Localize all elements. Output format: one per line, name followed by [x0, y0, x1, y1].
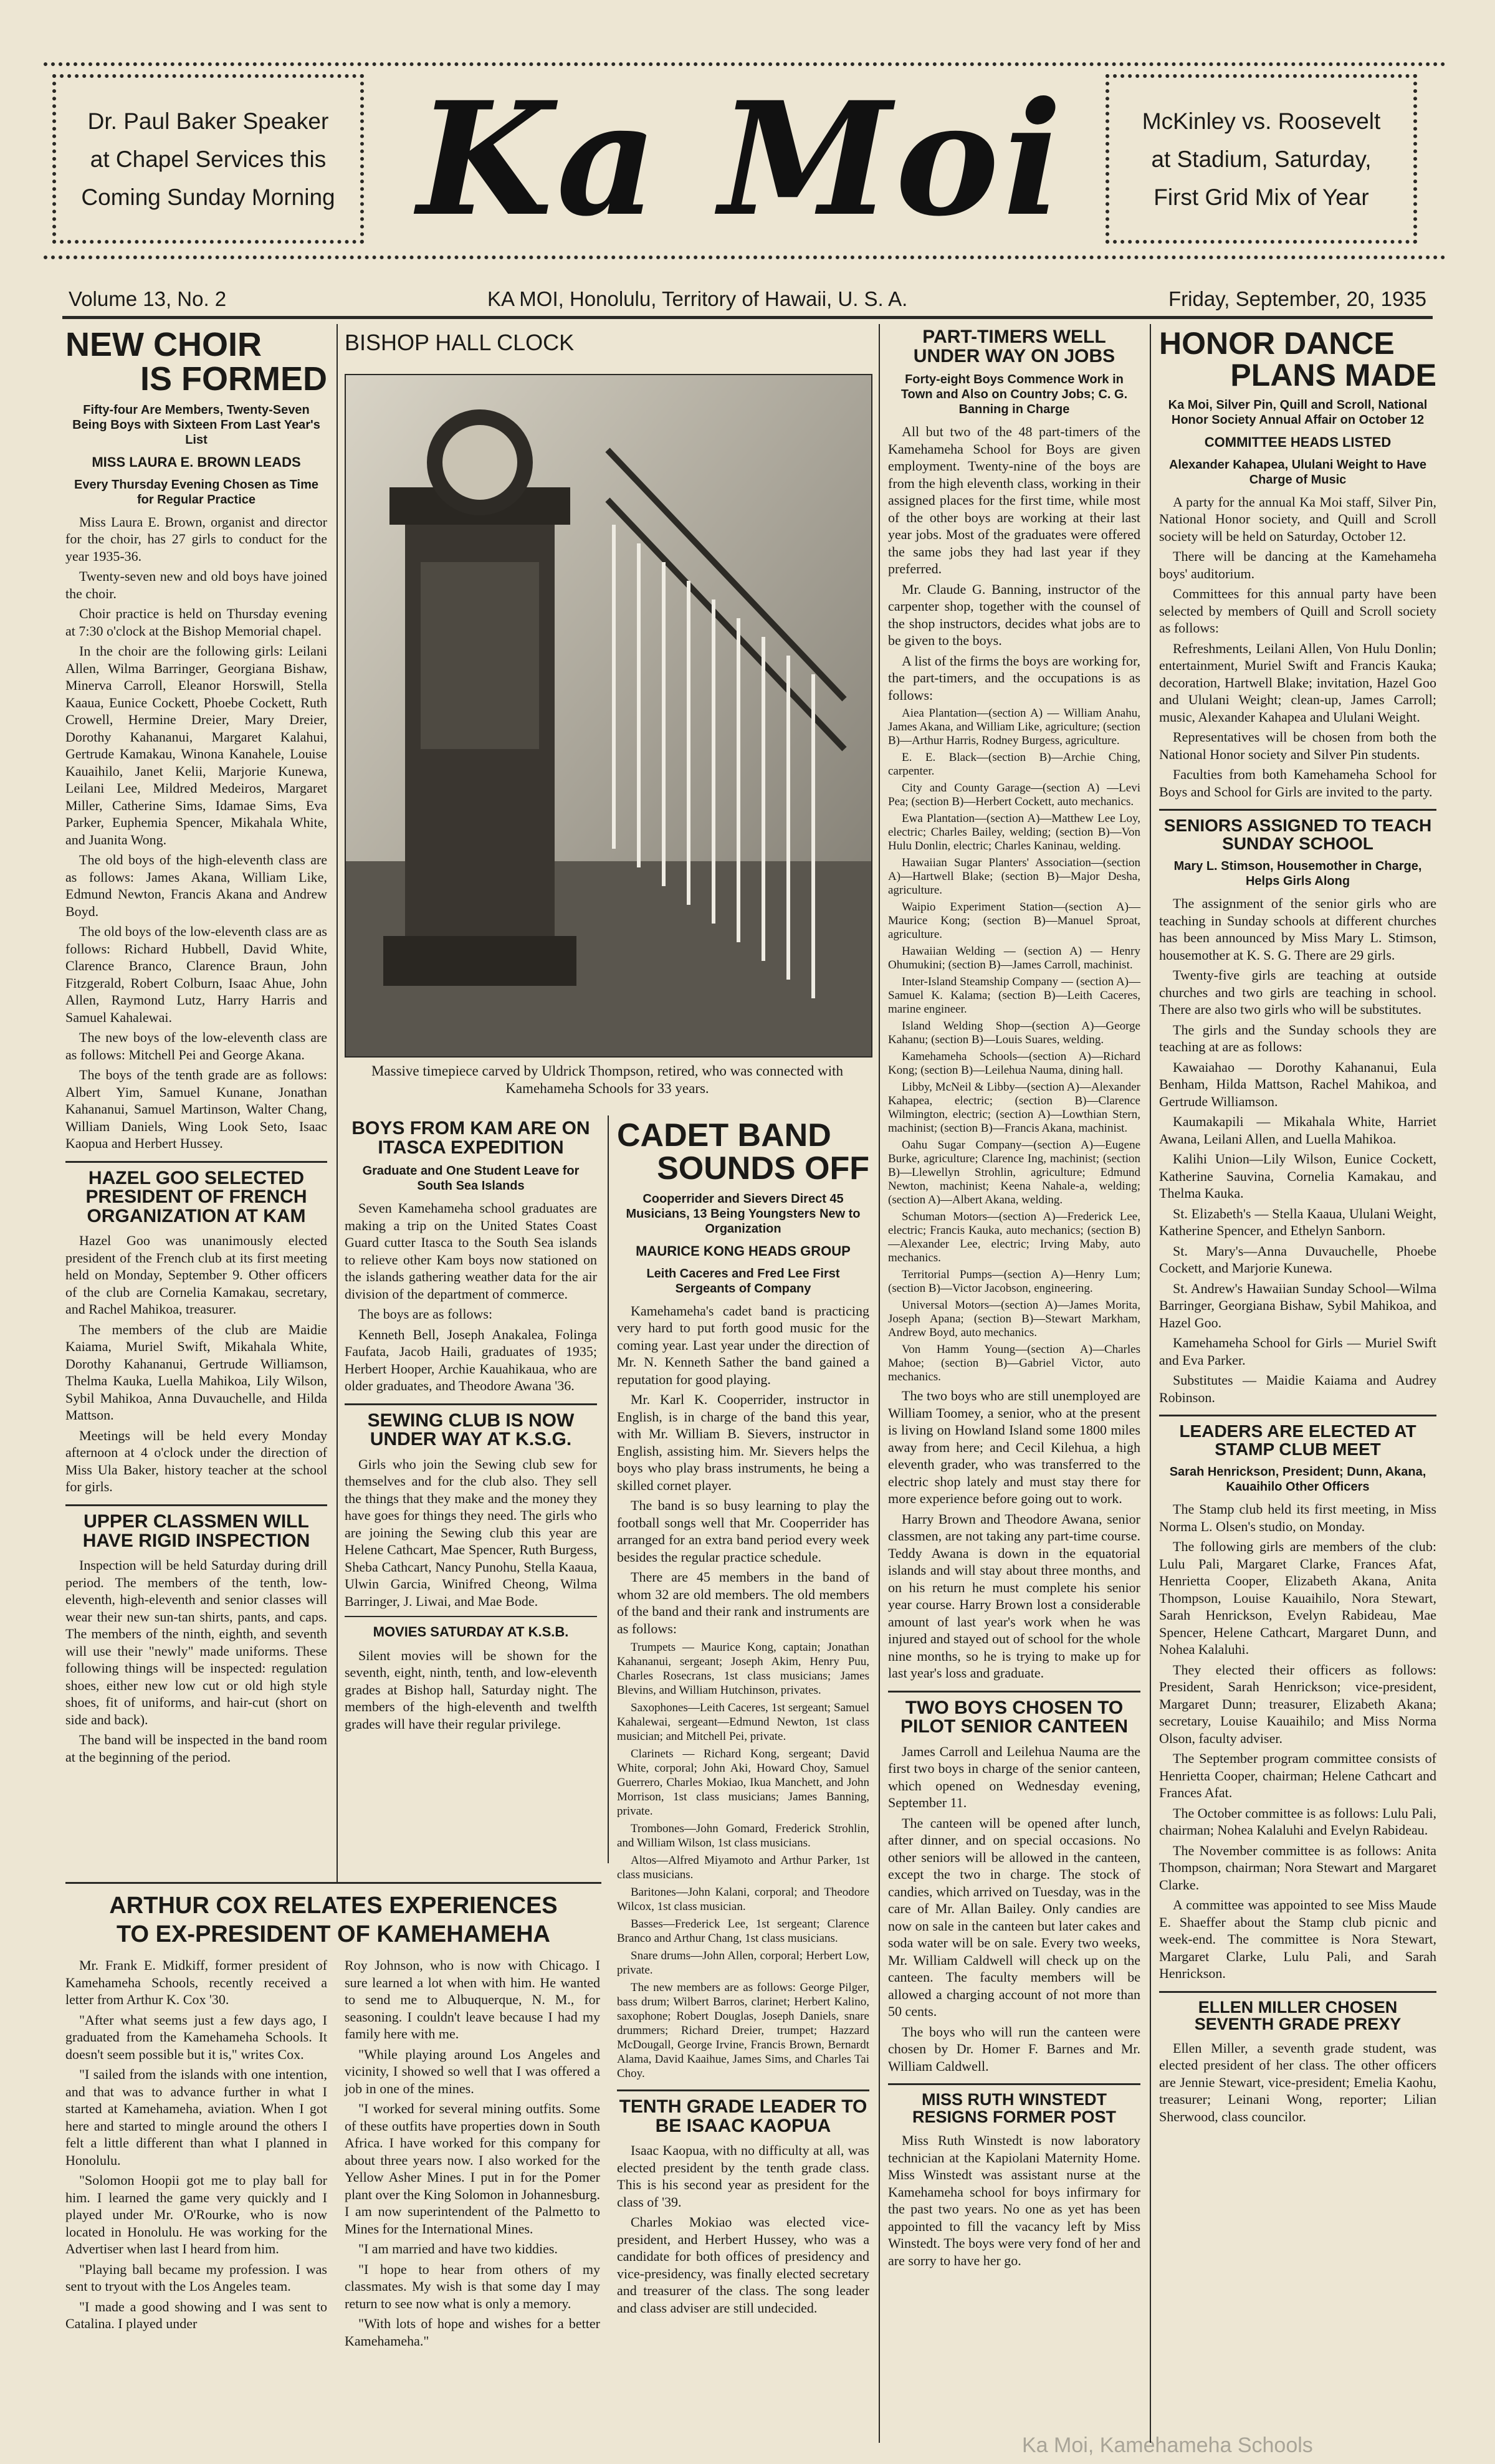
- paragraph: The following girls are members of the club: Lulu Pali, Margaret Clarke, Frances Afat, Henrietta Cooper, Elizabeth Akana, Anita Thompson, Louise Kauaihilo, Nora Stewart, Sarah Henrickson, Evelyn Rabideau, Mae Spencer, Helene Cathcart, Margaret Dunn, and Nohea Kalaluhi.: [1159, 1539, 1436, 1658]
- folio-line: [69, 284, 1426, 315]
- paragraph: Altos—Alfred Miyamoto and Arthur Parker, 1st class musicians.: [617, 1854, 869, 1882]
- paragraph: Substitutes — Maidie Kaiama and Audrey Robinson.: [1159, 1372, 1436, 1405]
- clock-photo: [345, 374, 872, 1058]
- choir-deck2: Every Thursday Evening Chosen as Time for Regular Practice: [74, 477, 318, 507]
- paragraph: Universal Motors—(section A)—James Morita, Joseph Apana; (section B)—Stewart Markham, Andrew Boyd, auto mechanics.: [888, 1299, 1140, 1340]
- bottom-dotted-rule: [44, 255, 1446, 259]
- right-ear-line: at Stadium, Saturday,: [1151, 146, 1372, 172]
- story-divider: [1159, 1991, 1436, 1993]
- paragraph: The old boys of the low-eleventh class are as follows: Richard Hubbell, David White, Clarence Branco, Clarence Braun, John Fitzgerald, Robert Colburn, Isaac Ahue, John Allen, Raymond Lutz, Harry Harris and Samuel Kahalewai.: [65, 924, 327, 1025]
- story-divider: [65, 1504, 327, 1506]
- column-2: [345, 1115, 597, 1736]
- paragraph: Twenty-five girls are teaching at outside churches and two girls are teaching in school. There are also two girls who will be substitutes.: [1159, 967, 1436, 1018]
- sewing-headline: SEWING CLUB IS NOW UNDER WAY AT K.S.G.: [367, 1410, 575, 1450]
- stamp-headline: LEADERS ARE ELECTED AT STAMP CLUB MEET: [1179, 1421, 1416, 1459]
- column-5: [1159, 324, 1436, 2128]
- right-ear-line: McKinley vs. Roosevelt: [1142, 108, 1381, 134]
- paragraph: Kamehameha Schools—(section A)—Richard Kong; (section B)—Leilehua Nauma, dining hall.: [888, 1050, 1140, 1077]
- paragraph: Choir practice is held on Thursday evening at 7:30 o'clock at the Bishop Memorial chapel.: [65, 606, 327, 639]
- paragraph: "I am married and have two kiddies.: [358, 2241, 558, 2256]
- paragraph: Seven Kamehameha school graduates are making a trip on the United States Coast Guard cutter Itasca to the South Sea islands to relieve other Kam boys now stationed on the islands gathering weather data for the air division of the department of commerce.: [345, 1200, 597, 1302]
- paragraph: Hawaiian Sugar Planters' Association—(section A)—Hartwell Blake; (section B)—Major Desha, agriculture.: [888, 856, 1140, 897]
- paragraph: "I made a good showing and I was sent to Catalina. I played under: [65, 2298, 327, 2331]
- movies-headline: MOVIES SATURDAY AT K.S.B.: [373, 1624, 569, 1640]
- paragraph: The November committee is as follows: Anita Thompson, chairman; Nora Stewart and Margaret Clarke.: [1159, 1842, 1436, 1893]
- paragraph: The girls and the Sunday schools they are teaching at are as follows:: [1159, 1021, 1436, 1055]
- paragraph: Representatives will be chosen from both the National Honor society and Silver Pin students.: [1159, 729, 1436, 762]
- left-ear-line: Coming Sunday Morning: [81, 184, 335, 210]
- photo-caption: Massive timepiece carved by Uldrick Thompson, retired, who was connected with Kamehameha Schools for 33 years.: [371, 1063, 844, 1096]
- paragraph: Libby, McNeil & Libby—(section A)—Alexander Kahapea, electric; (section B)—Clarence Wilmington, electric; (section A)—Lowthian Stern, machinist; (section B)—Francis Akana, machinist.: [888, 1081, 1140, 1135]
- paragraph: Territorial Pumps—(section A)—Henry Lum; (section B)—Victor Jacobson, engineering.: [888, 1268, 1140, 1296]
- story-divider: [345, 1403, 597, 1405]
- seniors-deck: Mary L. Stimson, Housemother in Charge, Helps Girls Along: [1173, 859, 1422, 889]
- story-divider: [65, 1161, 327, 1163]
- paragraph: The new members are as follows: George Pilger, bass drum; Wilbert Barros, clarinet; Herbert Kalino, saxophone; Robert Douglas, Joseph Daniels, snare drummers; Richard Dreier, trumpet; Hazzard McDougall, George Irvine, Francis Brown, Bernardt Alama, David Kaaihue, James Sims, and Charles Tai Choy.: [617, 1981, 869, 2081]
- upper-headline: UPPER CLASSMEN WILL HAVE RIGID INSPECTION: [82, 1511, 310, 1551]
- issue-date: Friday, September, 20, 1935: [1168, 287, 1426, 310]
- band-deck: Cooperrider and Sievers Direct 45 Musicians, 13 Being Youngsters New to Organization: [626, 1192, 861, 1236]
- story-divider: [1159, 809, 1436, 811]
- left-ear-box: [44, 65, 373, 252]
- paragraph: Trombones—John Gomard, Frederick Strohlin, and William Wilson, 1st class musicians.: [617, 1822, 869, 1850]
- paragraph: Mr. Claude G. Banning, instructor of the carpenter shop, together with the counsel of the shop instructors, decides what jobs are to be given to the boys.: [888, 581, 1140, 649]
- paragraph: Ewa Plantation—(section A)—Matthew Lee Loy, electric; Charles Bailey, welding; (section B)—Von Hulu Donlin, electric; Charles Kaninau, welding.: [888, 812, 1140, 853]
- canteen-headline: TWO BOYS CHOSEN TO PILOT SENIOR CANTEEN: [900, 1697, 1129, 1737]
- column-rule: [879, 324, 880, 2443]
- top-dotted-rule: [44, 62, 1446, 66]
- paragraph: A party for the annual Ka Moi staff, Silver Pin, National Honor society, and Quill and Scroll society will be held on Saturday, October 12.: [1159, 494, 1436, 544]
- paragraph: Meetings will be held every Monday afternoon at 4 o'clock under the direction of Miss Ula Baker, history teacher at the school for girls.: [65, 1427, 327, 1495]
- stamp-deck: Sarah Henrickson, President; Dunn, Akana, Kauaihilo Other Officers: [1169, 1465, 1426, 1494]
- paragraph: A committee was appointed to see Miss Maude E. Shaeffer about the Stamp club picnic and week-end. The committee is Nora Stewart, Margaret Clarke, Lulu Pali, and Sarah Henrickson.: [1159, 1897, 1436, 1982]
- nameplate: Ka Moi: [417, 67, 1066, 251]
- story-divider: [1159, 1415, 1436, 1416]
- paragraph: Saxophones—Leith Caceres, 1st sergeant; Samuel Kahalewai, sergeant—Edmund Newton, 1st class musician; and Mitchell Pei, private.: [617, 1701, 869, 1744]
- paragraph: Kalihi Union—Lily Wilson, Eunice Cockett, Katherine Sauvina, Cornelia Kamakau, and Thelma Kauka.: [1159, 1151, 1436, 1201]
- paragraph: Miss Ruth Winstedt is now laboratory technician at the Kapiolani Maternity Home. Miss Winstedt was assistant nurse at the Kamehameha school for boys infirmary for the past two years. No one as yet has been appointed to fill the vacancy left by Miss Winstedt. The boys were very fond of her and are sorry to have her go.: [888, 2132, 1140, 2268]
- photo-title: BISHOP HALL CLOCK: [345, 330, 575, 355]
- part-timers-headline: PART-TIMERS WELL UNDER WAY ON JOBS: [913, 327, 1115, 366]
- paragraph: "With lots of hope and wishes for a better Kamehameha.": [345, 2316, 600, 2349]
- paragraph: Oahu Sugar Company—(section A)—Eugene Burke, agriculture; Clarence Ing, machinist; (section B)—Llewellyn Strohlin, agriculture; Edmund Newton, machinist; Keena Nahale-a, welding; (section A)—Albert Akana, welding.: [888, 1139, 1140, 1207]
- paragraph: Island Welding Shop—(section A)—George Kahanu; (section B)—Louis Suares, welding.: [888, 1020, 1140, 1047]
- paragraph: City and County Garage—(section A) —Levi Pea; (section B)—Herbert Cockett, auto mechanics.: [888, 781, 1140, 809]
- paragraph: Kenneth Bell, Joseph Anakalea, Folinga Faufata, Jacob Haili, graduates of 1935; Herbert Hooper, Archie Kauahikaua, who are older graduates, and Theodore Awana '36.: [345, 1326, 597, 1394]
- choir-headline: NEW CHOIR IS FORMED: [65, 326, 327, 398]
- paragraph: There are 45 members in the band of whom 32 are old members. The old members of the band and their rank and instruments are as follows:: [617, 1569, 869, 1636]
- paragraph: "Solomon Hoopii got me to play ball for him. I learned the game very quickly and I played under Mr. O'Rourke, who is now located in Honolulu. He was working for the Advertiser when last I heard from him.: [65, 2172, 327, 2256]
- paragraph: The Stamp club held its first meeting, in Miss Norma L. Olsen's studio, on Monday.: [1159, 1501, 1436, 1534]
- paragraph: The boys of the tenth grade are as follows: Albert Yim, Samuel Kunane, Jonathan Kahananui, Samuel Martinson, Walter Chang, William Daniels, Wing Look Seto, Isaac Kaopua and Herbert Hussey.: [65, 1067, 327, 1152]
- paragraph: Aiea Plantation—(section A) — William Anahu, James Akana, and William Like, agriculture; (section B)—Arthur Harris, Rodney Burgess, agriculture.: [888, 707, 1140, 748]
- part-timers-deck: Forty-eight Boys Commence Work in Town and Also on Country Jobs; C. G. Banning in Charge: [900, 373, 1128, 417]
- story-divider: [617, 2089, 869, 2091]
- paragraph: Waipio Experiment Station—(section A)—Maurice Kong; (section B)—Manuel Sproat, agriculture.: [888, 900, 1140, 942]
- paragraph: Kawaiahao — Dorothy Kahananui, Eula Benham, Hilda Mattson, Rachel Mahikoa, and Gertrude Williamson.: [1159, 1059, 1436, 1109]
- paragraph: The band is so busy learning to play the football songs well that Mr. Cooperrider has arranged for an extra band period every week besides the regular practice schedule.: [617, 1497, 869, 1565]
- paragraph: St. Elizabeth's — Stella Kaaua, Ululani Weight, Katherine Spencer, and Ethelyn Sanborn.: [1159, 1205, 1436, 1239]
- left-ear-line: at Chapel Services this: [90, 146, 327, 172]
- paragraph: Refreshments, Leilani Allen, Von Hulu Donlin; entertainment, Muriel Swift and Francis Kauka; decoration, Hartwell Blake; invitation, Hazel Goo and Ululani Weight; clean-up, James Carroll; music, Alexander Kahapea and Ululani Weight.: [1159, 640, 1436, 725]
- paragraph: "While playing around Los Angeles and vicinity, I showed so well that I was offered a job in one of the mines.: [345, 2046, 600, 2096]
- paragraph: Inter-Island Steamship Company — (section A)—Samuel K. Kalama; (section B)—Leith Caceres, marine engineer.: [888, 975, 1140, 1016]
- paragraph: Committees for this annual party have been selected by members of Quill and Scroll society as follows:: [1159, 586, 1436, 636]
- honor-deck: Ka Moi, Silver Pin, Quill and Scroll, National Honor Society Annual Affair on October 12: [1168, 398, 1428, 427]
- column-rule: [337, 324, 338, 1882]
- column-4: [888, 324, 1140, 2272]
- arthur-column-a: [65, 1957, 327, 2336]
- paragraph: The canteen will be opened after lunch, after dinner, and on special occasions. No other seniors will be allowed in the canteen, except the two in charge. The stock of candies, which arrived on Tuesday, was in the care of Mr. Allan Bailey. Only candies are now on sale in the canteen but later cakes and soda water will be on sale. Every two weeks, Mr. William Caldwell will check up on the canteen. The faculty members will be allowed a charging account of not more than 50 cents.: [888, 1815, 1140, 2020]
- arthur-column-b: [345, 1957, 600, 2352]
- right-ear-box: [1097, 65, 1426, 252]
- paragraph: "I hope to hear from others of my classmates. My wish is that some day I may return to see now what is only a memory.: [345, 2261, 600, 2311]
- column-1: [65, 324, 327, 1769]
- paragraph: The band will be inspected in the band room at the beginning of the period.: [65, 1732, 327, 1765]
- winstedt-headline: MISS RUTH WINSTEDT RESIGNS FORMER POST: [912, 2090, 1117, 2126]
- band-subhead: MAURICE KONG HEADS GROUP: [636, 1243, 851, 1259]
- paragraph: Clarinets — Richard Kong, sergeant; David White, corporal; John Aki, Howard Choy, Samuel Guerrero, Charles Mokiao, Ikua Manchett, and John Morrison, 1st class musicians; James Banning, private.: [617, 1747, 869, 1818]
- paragraph: Ellen Miller, a seventh grade student, was elected president of her class. The other officers are Jennie Stewart, vice-president; Emelia Kaohu, treasurer; Leinani Wong, reporter; Lilian Sherwood, class councilor.: [1159, 2040, 1436, 2124]
- column-rule: [608, 1115, 609, 1863]
- paragraph: Trumpets — Maurice Kong, captain; Jonathan Kahananui, sergeant; Joseph Akim, Henry Puu, Charles Rosecrans, 1st class musicians; James Blevins, and William Hutchinson, privates.: [617, 1641, 869, 1698]
- paragraph: Snare drums—John Allen, corporal; Herbert Low, private.: [617, 1949, 869, 1977]
- paragraph: Von Hamm Young—(section A)—Charles Mahoe; (section B)—Gabriel Victor, auto mechanics.: [888, 1343, 1140, 1384]
- paragraph: "After what seems just a few days ago, I graduated from the Kamehameha Schools. It doesn't seem possible but it is," writes Cox.: [65, 2012, 327, 2062]
- paragraph: "Playing ball became my profession. I was sent to tryout with the Los Angeles team.: [65, 2261, 327, 2294]
- paragraph: Kamehameha's cadet band is practicing very hard to put forth good music for the coming year. Last year under the direction of Mr. N. Kenneth Sather the band gained a reputation for good playing.: [617, 1302, 869, 1387]
- paragraph: All but two of the 48 part-timers of the Kamehameha School for Boys are given employment. Twenty-nine of the boys are from the high eleventh class, working in their assigned places for the first time, while most of the other boys are working at their last year jobs. Most of the graduates were offered the same jobs they had last year if they preferred.: [888, 424, 1140, 577]
- paragraph: James Carroll and Leilehua Nauma are the first two boys in charge of the senior canteen, which opened on Wednesday evening, September 11.: [888, 1743, 1140, 1811]
- paragraph: The October committee is as follows: Lulu Pali, chairman; Nohea Kalaluhi and Evelyn Rabideau.: [1159, 1805, 1436, 1838]
- paragraph: Hawaiian Welding — (section A) — Henry Ohumukini; (section B)—James Carroll, machinist.: [888, 945, 1140, 972]
- folio-rule: [62, 316, 1433, 319]
- paragraph: Isaac Kaopua, with no difficulty at all, was elected president by the tenth grade class. This is his second year as president for the class of '39.: [617, 2142, 869, 2210]
- story-divider: [345, 1616, 597, 1617]
- watermark: Ka Moi, Kamehameha Schools: [1022, 2433, 1313, 2457]
- paragraph: Silent movies will be shown for the seventh, eight, ninth, tenth, and low-eleventh grades at Bishop hall, Saturday night. The members of the high-eleventh and twelfth grades will have their regular privilege.: [345, 1647, 597, 1732]
- hazel-headline: HAZEL GOO SELECTED PRESIDENT OF FRENCH ORGANIZATION AT KAM: [85, 1167, 307, 1226]
- dateline: KA MOI, Honolulu, Territory of Hawaii, U. S. A.: [487, 287, 908, 310]
- paragraph: The two boys who are still unemployed are William Toomey, a senior, who at the present is living on Howland Island some 1800 miles away from here; and Cecil Kilehua, a high eleventh grader, who was transferred to the electric shop lately and must stay there for more experience before going out to work.: [888, 1388, 1140, 1507]
- choir-subhead: MISS LAURA E. BROWN LEADS: [92, 454, 301, 470]
- paragraph: Kaumakapili — Mikahala White, Harriet Awana, Leilani Allen, and Luella Mahikoa.: [1159, 1114, 1436, 1147]
- paragraph: Miss Laura E. Brown, organist and director for the choir, has 27 girls to conduct for the year 1935-36.: [65, 513, 327, 564]
- boys-headline: BOYS FROM KAM ARE ON ITASCA EXPEDITION: [351, 1118, 590, 1158]
- paragraph: The new boys of the low-eleventh class are as follows: Mitchell Pei and George Akana.: [65, 1029, 327, 1062]
- story-divider: [65, 1882, 601, 1884]
- paragraph: The members of the club are Maidie Kaiama, Muriel Swift, Mikahala White, Dorothy Kahananui, Gertrude Williamson, Thelma Kauka, Luella Mahikoa, Lily Wilson, Sybil Mahikoa, Anna Duvauchelle, and Hilda Mattson.: [65, 1321, 327, 1423]
- column-3: [617, 1115, 869, 2319]
- paragraph: Charles Mokiao was elected vice-president, and Herbert Hussey, who was a candidate for both offices of presidency and vice-presidency, was finally elected secretary and treasurer of the class. The song leader and class adviser are still undecided.: [617, 2214, 869, 2316]
- tenth-headline: TENTH GRADE LEADER TO BE ISAAC KAOPUA: [619, 2096, 867, 2136]
- paragraph: Inspection will be held Saturday during drill period. The members of the tenth, low-eleventh, high-eleventh and senior classes will wear their new sun-tan shirts, pants, and caps. The members of the ninth, eighth, and seventh will use their "newly" made uniforms. These following things will be inspected: regulation shoes, either new low cut or old high style shoes, fit of uniforms, and hair-cut (short on side and back).: [65, 1557, 327, 1727]
- honor-subhead: COMMITTEE HEADS LISTED: [1204, 434, 1392, 450]
- column-rule: [1150, 324, 1151, 2443]
- paragraph: Basses—Frederick Lee, 1st sergeant; Clarence Branco and Arthur Chang, 1st class musicians.: [617, 1917, 869, 1946]
- clock-illustration: [346, 375, 871, 1056]
- volume-number: Volume 13, No. 2: [69, 287, 227, 310]
- paragraph: A list of the firms the boys are working for, the part-timers, and the occupations is as follows:: [888, 652, 1140, 703]
- band-deck2: Leith Caceres and Fred Lee First Sergeants of Company: [646, 1266, 840, 1296]
- story-divider: [888, 2083, 1140, 2085]
- boys-deck: Graduate and One Student Leave for South Sea Islands: [362, 1164, 580, 1193]
- honor-deck2: Alexander Kahapea, Ululani Weight to Have Charge of Music: [1168, 457, 1427, 487]
- paragraph: The September program committee consists of Henrietta Cooper, chairman; Helene Cathcart and Frances Afat.: [1159, 1750, 1436, 1801]
- paragraph: The boys are as follows:: [358, 1306, 493, 1322]
- paragraph: Kamehameha School for Girls — Muriel Swift and Eva Parker.: [1159, 1335, 1436, 1368]
- left-ear-line: Dr. Paul Baker Speaker: [87, 108, 329, 134]
- paragraph: "I worked for several mining outfits. Some of these outfits have properties down in South Africa. I have worked for this company for about three years now. I also worked for the Yellow Asher Mines. I put in for the Pomer plant over the King Solomon in Johannesburg. I am now superintendent of the Palmetto to Mines for the International Mines.: [345, 2101, 600, 2237]
- arthur-headline: ARTHUR COX RELATES EXPERIENCES TO EX-PRESIDENT OF KAMEHAMEHA: [109, 1893, 558, 1947]
- paragraph: Roy Johnson, who is now with Chicago. I sure learned a lot when with him. He wanted to send me to Albuquerque, N. M., for seasoning. I couldn't leave because I had my family here with me.: [345, 1957, 600, 2041]
- paragraph: The boys who will run the canteen were chosen by Dr. Homer F. Barnes and Mr. William Caldwell.: [888, 2023, 1140, 2074]
- paragraph: "I sailed from the islands with one intention, and that was to advance further in what I started at Kamehameha, aviation. When I got here and started to mingle around the others I felt a little different than what I planned in Honolulu.: [65, 2066, 327, 2168]
- paragraph: Mr. Karl K. Cooperrider, instructor in English, is in charge of the band this year, with Mr. William B. Sievers, instructor in English, assisting him. Mr. Sievers helps the boys who play brass instruments, he being a skilled cornet player.: [617, 1392, 869, 1493]
- paragraph: The assignment of the senior girls who are teaching in Sunday schools at different churches has been announced by Miss Mary L. Stimson, housemother at K. S. G. There are 29 girls.: [1159, 895, 1436, 963]
- paragraph: Hazel Goo was unanimously elected president of the French club at its first meeting held on Monday, September 9. Other officers of the club are Cornelia Kamakau, secretary, and Rachel Mahikoa, treasurer.: [65, 1233, 327, 1317]
- paragraph: St. Mary's—Anna Duvauchelle, Phoebe Cockett, and Marjorie Kunewa.: [1159, 1243, 1436, 1276]
- choir-deck: Fifty-four Are Members, Twenty-Seven Being Boys with Sixteen From Last Year's List: [72, 403, 320, 447]
- band-headline: CADET BAND SOUNDS OFF: [617, 1117, 869, 1187]
- paragraph: Faculties from both Kamehameha School for Boys and School for Girls are invited to the party.: [1159, 766, 1436, 800]
- paragraph: St. Andrew's Hawaiian Sunday School—Wilma Barringer, Georgiana Bishaw, Sybil Mahikoa, and Hazel Goo.: [1159, 1280, 1436, 1330]
- paragraph: Girls who join the Sewing club sew for themselves and for the club also. They sell the things that they make and the money they have goes for things they need. The girls who are joining the Sewing club this year are Helene Cathcart, Mae Spencer, Ruth Burgess, Sheba Cathcart, Nancy Punohu, Stella Kaaua, Ulwin Garcia, Winifred Cheong, Wilma Barringer, J. Liwai, and Mae Bode.: [345, 1456, 597, 1609]
- honor-headline: HONOR DANCE PLANS MADE: [1159, 326, 1436, 393]
- seniors-headline: SENIORS ASSIGNED TO TEACH SUNDAY SCHOOL: [1163, 816, 1432, 853]
- paragraph: They elected their officers as follows: President, Sarah Henrickson; vice-president, Margaret Dunn; treasurer, Elizabeth Akana; secretary, Louise Kauaihilo; and Miss Norma Olson, faculty adviser.: [1159, 1661, 1436, 1746]
- paragraph: Harry Brown and Theodore Awana, senior classmen, are not taking any part-time course. Teddy Awana is down in the equatorial islands and will stay about three months, and on his return he must complete his senior year course. Harry Brown lost a considerable amount of last year's work when he was injured and stayed out of school for the whole nine months, so he is trying to make up for last year's loss and graduate.: [888, 1511, 1140, 1681]
- paragraph: The old boys of the high-eleventh class are as follows: James Akana, William Like, Edmund Newton, Francis Akana and Andrew Boyd.: [65, 852, 327, 919]
- paragraph: There will be dancing at the Kamehameha boys' auditorium.: [1159, 548, 1436, 581]
- paragraph: Baritones—John Kalani, corporal; and Theodore Wilcox, 1st class musician.: [617, 1886, 869, 1914]
- paragraph: Mr. Frank E. Midkiff, former president of Kamehameha Schools, recently received a letter from Arthur K. Cox '30.: [65, 1957, 327, 2007]
- ellen-headline: ELLEN MILLER CHOSEN SEVENTH GRADE PREXY: [1194, 1997, 1402, 2034]
- paragraph: Twenty-seven new and old boys have joined the choir.: [65, 568, 327, 601]
- right-ear-line: First Grid Mix of Year: [1153, 184, 1369, 210]
- paragraph: E. E. Black—(section B)—Archie Ching, carpenter.: [888, 751, 1140, 778]
- story-divider: [888, 1691, 1140, 1693]
- paragraph: Schuman Motors—(section A)—Frederick Lee, electric; Francis Kauka, auto mechanics; (section B)—Alexander Lee, electric; Irving Maby, auto mechanics.: [888, 1210, 1140, 1265]
- paragraph: In the choir are the following girls: Leilani Allen, Wilma Barringer, Georgiana Bishaw, Minerva Carroll, Eleanor Horswill, Stella Kaaua, Eunice Cockett, Phoebe Cockett, Ruth Crowell, Hermine Dreier, Mary Dreier, Dorothy Kahananui, Margaret Kalahui, Gertrude Kamakau, Winona Kanahele, Louise Kauaihilo, Janet Kelii, Marjorie Kunewa, Leilani Lee, Mildred Medeiros, Margaret Miller, Catherine Sims, Idamae Sims, Eva Parker, Euphemia Spencer, Mikahala White, and Juanita Wong.: [65, 643, 327, 848]
